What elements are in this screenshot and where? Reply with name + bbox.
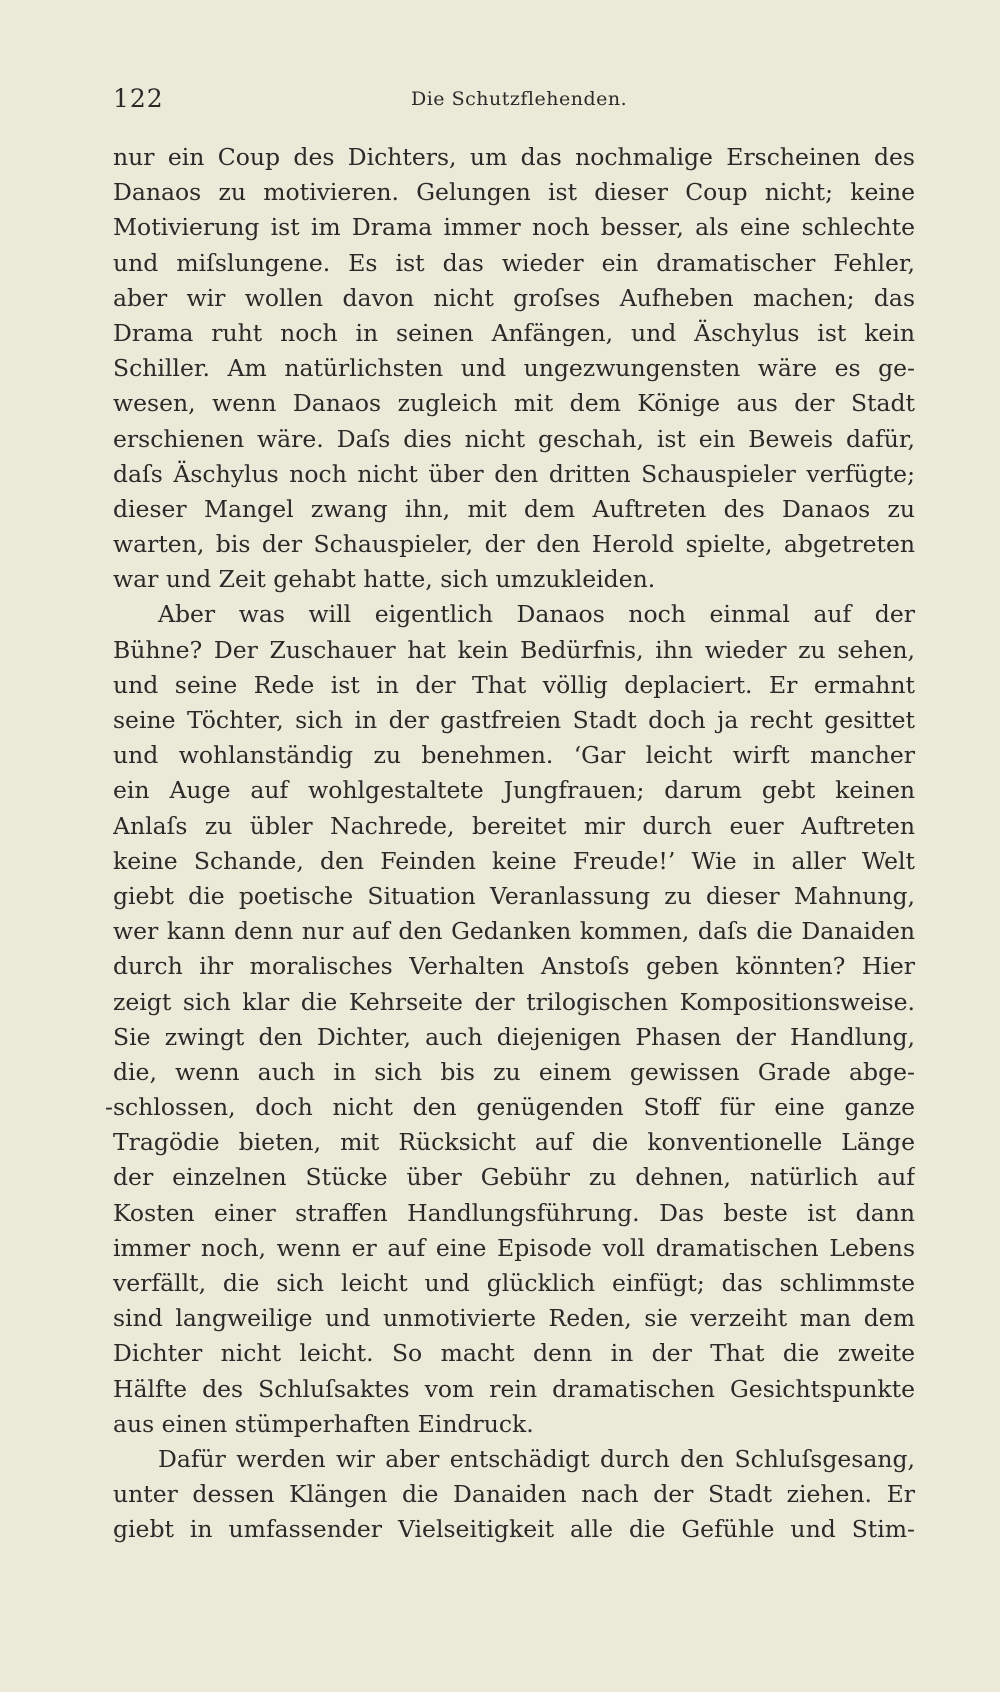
text-line: die, wenn auch in sich bis zu einem gewissen Grade abge-: [113, 1057, 915, 1086]
text-line: Kosten einer straffen Handlungsführung. Das beste ist dann: [113, 1198, 915, 1227]
text-line: giebt die poetische Situation Veranlassung zu dieser Mahnung,: [113, 881, 915, 910]
text-line: Sie zwingt den Dichter, auch diejenigen Phasen der Handlung,: [113, 1022, 915, 1051]
text-line: -schlossen, doch nicht den genügenden Stoff für eine ganze: [105, 1093, 915, 1122]
running-title: Die Schutzflehenden.: [411, 88, 628, 110]
text-line: wesen, wenn Danaos zugleich mit dem Könige aus der Stadt: [113, 389, 915, 418]
text-line: giebt in umfassender Vielseitigkeit alle die Gefühle und Stim-: [113, 1515, 915, 1544]
text-line: ein Auge auf wohlgestaltete Jungfrauen; darum gebt keinen: [113, 776, 915, 805]
text-line: durch ihr moralisches Verhalten Anstoſs geben könnten? Hier: [113, 952, 915, 981]
text-line: immer noch, wenn er auf eine Episode voll dramatischen Lebens: [113, 1233, 915, 1262]
text-line: Schiller. Am natürlichsten und ungezwungensten wäre es ge-: [113, 354, 915, 383]
text-line: aber wir wollen davon nicht groſses Aufheben machen; das: [113, 283, 915, 312]
text-line: und miſslungene. Es ist das wieder ein dramatischer Fehler,: [113, 248, 915, 277]
text-line: und seine Rede ist in der That völlig deplaciert. Er ermahnt: [113, 670, 915, 699]
text-line: warten, bis der Schauspieler, der den Herold spielte, abgetreten: [113, 530, 915, 559]
text-line: dieser Mangel zwang ihn, mit dem Auftreten des Danaos zu: [113, 494, 915, 523]
text-line: Motivierung ist im Drama immer noch besser, als eine schlechte: [113, 213, 915, 242]
text-line: und wohlanständig zu benehmen. ‘Gar leicht wirft mancher: [113, 741, 915, 770]
text-line: Drama ruht noch in seinen Anfängen, und Äschylus ist kein: [113, 318, 915, 347]
text-line: daſs Äschylus noch nicht über den dritten Schauspieler verfügte;: [113, 459, 915, 488]
text-line: verfällt, die sich leicht und glücklich einfügt; das schlimmste: [113, 1269, 915, 1297]
text-line: unter dessen Klängen die Danaiden nach der Stadt ziehen. Er: [113, 1480, 915, 1509]
text-line: Dichter nicht leicht. So macht denn in der That die zweite: [113, 1339, 915, 1368]
text-line: sind langweilige und unmotivierte Reden, sie verzeiht man dem: [113, 1304, 915, 1333]
page-number: 122: [113, 84, 164, 113]
text-line: Danaos zu motivieren. Gelungen ist dieser Coup nicht; keine: [113, 178, 915, 207]
text-line: Anlaſs zu übler Nachrede, bereitet mir durch euer Auftreten: [113, 811, 915, 840]
text-line: nur ein Coup des Dichters, um das nochmalige Erscheinen des: [113, 143, 915, 171]
text-line: erschienen wäre. Daſs dies nicht geschah, ist ein Beweis dafür,: [113, 424, 915, 453]
text-line: keine Schande, den Feinden keine Freude!’ Wie in aller Welt: [113, 846, 915, 875]
text-line: wer kann denn nur auf den Gedanken kommen, daſs die Danaiden: [113, 917, 915, 946]
page-header: [113, 84, 913, 118]
text-line: Tragödie bieten, mit Rücksicht auf die konventionelle Länge: [113, 1128, 915, 1157]
body-text: [105, 140, 915, 1548]
paragraph-last-line: war und Zeit gehabt hatte, sich umzukleiden.: [113, 565, 656, 594]
text-line: Bühne? Der Zuschauer hat kein Bedürfnis, ihn wieder zu sehen,: [113, 635, 915, 664]
text-line: der einzelnen Stücke über Gebühr zu dehnen, natürlich auf: [113, 1163, 915, 1192]
text-line: zeigt sich klar die Kehrseite der trilogischen Kompositionsweise.: [113, 987, 915, 1016]
paragraph-first-line: Aber was will eigentlich Danaos noch einmal auf der: [158, 600, 915, 629]
paragraph-first-line: Dafür werden wir aber entschädigt durch den Schluſsgesang,: [158, 1444, 915, 1473]
text-line: seine Töchter, sich in der gastfreien Stadt doch ja recht gesittet: [113, 706, 915, 734]
paragraph-last-line: aus einen stümperhaften Eindruck.: [113, 1409, 534, 1438]
text-line: Hälfte des Schluſsaktes vom rein dramatischen Gesichtspunkte: [113, 1374, 915, 1403]
